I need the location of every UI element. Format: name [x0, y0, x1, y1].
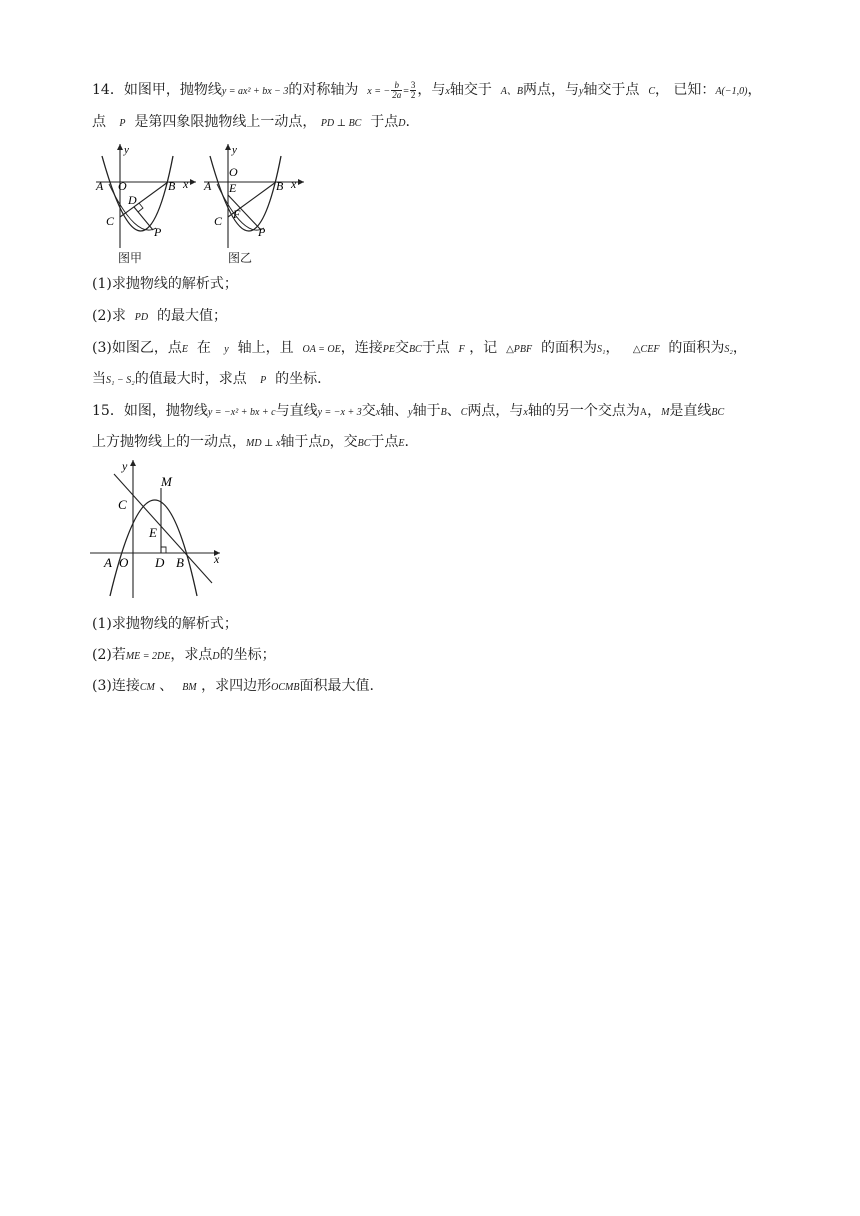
- q15-text: 轴、: [380, 403, 409, 419]
- q14-sub2-pd: PD: [134, 312, 149, 323]
- q15-eq-parabola: y = −x² + bx + c: [207, 407, 276, 418]
- q14-sub3-s1s2: S₁ − S₂: [106, 375, 135, 386]
- q14-text: 的对称轴为: [288, 82, 359, 98]
- q14-sub3-line2: [92, 368, 782, 392]
- q15-perp: MD ⊥ x: [246, 438, 281, 449]
- q15-text: ，交: [329, 434, 358, 450]
- q14-sub2: [92, 305, 782, 329]
- q14-sub3-text: 的面积为: [541, 340, 598, 356]
- fig-yi-label-f: F: [233, 207, 241, 221]
- q14-sub3-cef: △CEF: [632, 344, 660, 355]
- q14-sub3-e: E: [181, 344, 188, 355]
- fig-q15-label-d: D: [155, 555, 165, 570]
- q14-var-y: y: [578, 86, 584, 97]
- q15-point-e: E: [398, 438, 405, 449]
- q15-point-m: M: [661, 407, 670, 418]
- q15-sub2-text: ，求点: [170, 647, 213, 663]
- q14-sub3-text: ，连接: [340, 340, 383, 356]
- q14-text: 于点: [370, 114, 399, 130]
- q15-sub3-text: 面积最大值.: [299, 678, 374, 694]
- q15-text: 轴于点: [280, 434, 323, 450]
- fig-jia-label-y: y: [124, 144, 129, 156]
- q15-line-2: [92, 431, 782, 455]
- q15-text: 如图，抛物线: [123, 403, 208, 419]
- q15-text: 于点: [370, 434, 399, 450]
- q14-sub3-pe: PE: [382, 344, 395, 355]
- q15-sub3-ocmb: OCMB: [271, 682, 300, 693]
- q14-text: .: [405, 114, 410, 130]
- q15-text: 两点，与: [467, 403, 524, 419]
- fig-q15-label-y: y: [122, 459, 128, 473]
- q15-sub2: [92, 644, 782, 668]
- q14-fraction-3-2: $\frac{3}{2}$: [410, 79, 416, 100]
- q14-sub3-s2: S₂: [724, 344, 733, 355]
- q15-sub3-text: 、: [159, 678, 174, 694]
- q14-sub3-text: ，记: [469, 340, 498, 356]
- q14-sub3-text: 在: [196, 340, 211, 356]
- q15-text: 上方抛物线上的一动点，: [92, 434, 246, 450]
- q14-sub3-text: ，: [732, 340, 747, 356]
- q14-sub3-line1: [92, 337, 782, 361]
- figure-yi: [200, 140, 310, 252]
- q15-text: 与直线: [275, 403, 318, 419]
- fig-q15-label-x: x: [214, 552, 220, 566]
- q14-text: 如图甲，抛物线: [123, 82, 222, 98]
- q15-text: 轴于: [412, 403, 441, 419]
- q15-sub2-text: 的坐标；: [219, 647, 276, 663]
- q14-text: 点: [92, 114, 106, 130]
- q14-sub3-y: y: [224, 344, 229, 355]
- q15-var-y: y: [408, 407, 413, 418]
- q15-text: ，: [647, 403, 662, 419]
- q14-line-1: 14．如图甲，抛物线y = ax² + bx − 3的对称轴为 x = − $\frac{b}{2a}$ = $\frac{3}{2}$ ，与x轴交于 A、B两点，与y轴交于点 C， 已知：A(−1,0)，: [92, 79, 762, 100]
- q14-sub3-pbf: △PBF: [506, 344, 533, 355]
- q14-axis-eq: x = −: [367, 86, 391, 97]
- fig-q15-label-b: B: [176, 555, 184, 570]
- q14-sub3-text: (3)如图乙，点: [92, 340, 182, 356]
- q14-sub3-text: 当: [92, 371, 106, 387]
- q15-text: 是直线: [669, 403, 712, 419]
- q14-point-c: C: [648, 86, 655, 97]
- q15-sub2-eq: ME = 2DE: [125, 651, 171, 662]
- q15-line-bc: BC: [357, 438, 371, 449]
- q15-sub3-text: ，求四边形: [201, 678, 272, 694]
- q14-sub3-text: 的坐标.: [275, 371, 322, 387]
- q14-line-2: [92, 111, 782, 135]
- q14-sub3-s1: S₁: [597, 344, 606, 355]
- fig-q15-label-e: E: [149, 525, 157, 540]
- q14-text: 轴交于点: [583, 82, 640, 98]
- fig-jia-label-b: B: [168, 179, 176, 193]
- q15-sub2-text: (2)若: [92, 647, 126, 663]
- q14-equation: y = ax² + bx − 3: [221, 86, 289, 97]
- fig-yi-label-y: y: [232, 144, 237, 156]
- q14-sub3-text: 交: [394, 340, 409, 356]
- q15-point-a: A: [639, 407, 648, 418]
- q15-sub3-text: (3)连接: [92, 678, 140, 694]
- q15-text: 、: [446, 403, 461, 419]
- fig-jia-label-a: A: [96, 179, 104, 193]
- q14-sub3-text: 于点: [421, 340, 450, 356]
- q14-sub3-text: ，: [605, 340, 620, 356]
- q14-text: 是第四象限抛物线上一动点，: [134, 114, 317, 130]
- q15-sub3: [92, 675, 782, 699]
- q14-sub3-text: 轴上，且: [237, 340, 294, 356]
- q15-point-d: D: [322, 438, 330, 449]
- q14-sub3-p: P: [260, 375, 267, 386]
- q15-text: .: [404, 434, 409, 450]
- q15-sub3-cm: CM: [139, 682, 155, 693]
- fig-jia-label-o: O: [118, 179, 127, 193]
- q15-sub3-bm: BM: [182, 682, 197, 693]
- q14-perp: PD ⊥ BC: [320, 118, 362, 129]
- q14-sub3-text: 的值最大时，求点: [134, 371, 247, 387]
- q15-var-x: x: [375, 407, 381, 418]
- fig-yi-label-o: O: [229, 165, 238, 179]
- q15-line-1: [92, 400, 782, 424]
- caption-yi: 图乙: [228, 251, 253, 265]
- fig-q15-label-m: M: [161, 474, 172, 489]
- fig-yi-label-e: E: [229, 181, 237, 195]
- q14-point-p: P: [119, 118, 126, 129]
- fig-q15-label-o: O: [119, 555, 129, 570]
- fig-yi-label-c: C: [214, 214, 223, 228]
- q14-point-d: D: [398, 118, 406, 129]
- q14-var-x: x: [445, 86, 450, 97]
- fig-jia-label-d: D: [128, 193, 137, 207]
- q14-sub3-oaoe: OA = OE: [302, 344, 341, 355]
- q14-sub1: (1)求抛物线的解析式；: [92, 276, 238, 292]
- q14-text: ，: [747, 82, 762, 98]
- q14-text: 轴交于: [449, 82, 492, 98]
- q15-point-c: C: [460, 407, 468, 418]
- fig-jia-label-c: C: [106, 214, 115, 228]
- q15-sub2-d: D: [212, 651, 220, 662]
- q15-var-x: x: [523, 407, 528, 418]
- q14-sub2-text: (2)求: [92, 308, 126, 324]
- figure-q15: [88, 456, 228, 602]
- q14-number: 14．: [92, 82, 124, 98]
- q14-sub2-text: 的最大值；: [157, 308, 227, 324]
- q14-fraction-b-2a: $\frac{b}{2a}$: [392, 79, 402, 100]
- q15-sub1: (1)求抛物线的解析式；: [92, 616, 238, 632]
- q14-sub3-bc: BC: [408, 344, 422, 355]
- fig-q15-label-c: C: [118, 497, 127, 512]
- q15-line-bc: BC: [711, 407, 725, 418]
- q15-eq-line: y = −x + 3: [317, 407, 362, 418]
- fig-q15-label-a: A: [104, 555, 112, 570]
- q14-text: ， 已知：: [654, 82, 716, 98]
- fig-jia-label-x: x: [183, 177, 189, 191]
- q15-point-b: B: [440, 407, 447, 418]
- q14-text: ，与: [417, 82, 446, 98]
- fig-yi-label-b: B: [276, 179, 284, 193]
- q14-a-coord: A(−1,0): [715, 86, 748, 97]
- q15-text: 轴的另一个交点为: [527, 403, 640, 419]
- figure-jia: [92, 140, 202, 252]
- q14-text: 两点，与: [522, 82, 579, 98]
- q14-points-ab: A、B: [500, 86, 523, 97]
- fig-yi-label-a: A: [204, 179, 212, 193]
- q14-sub3-f: F: [458, 344, 465, 355]
- q15-number: 15．: [92, 403, 124, 419]
- caption-jia: 图甲: [118, 251, 143, 265]
- q15-text: 交: [361, 403, 376, 419]
- fig-yi-label-x: x: [291, 177, 297, 191]
- q14-sub3-text: 的面积为: [668, 340, 725, 356]
- fig-yi-label-p: P: [258, 225, 266, 239]
- fig-jia-label-p: P: [154, 225, 162, 239]
